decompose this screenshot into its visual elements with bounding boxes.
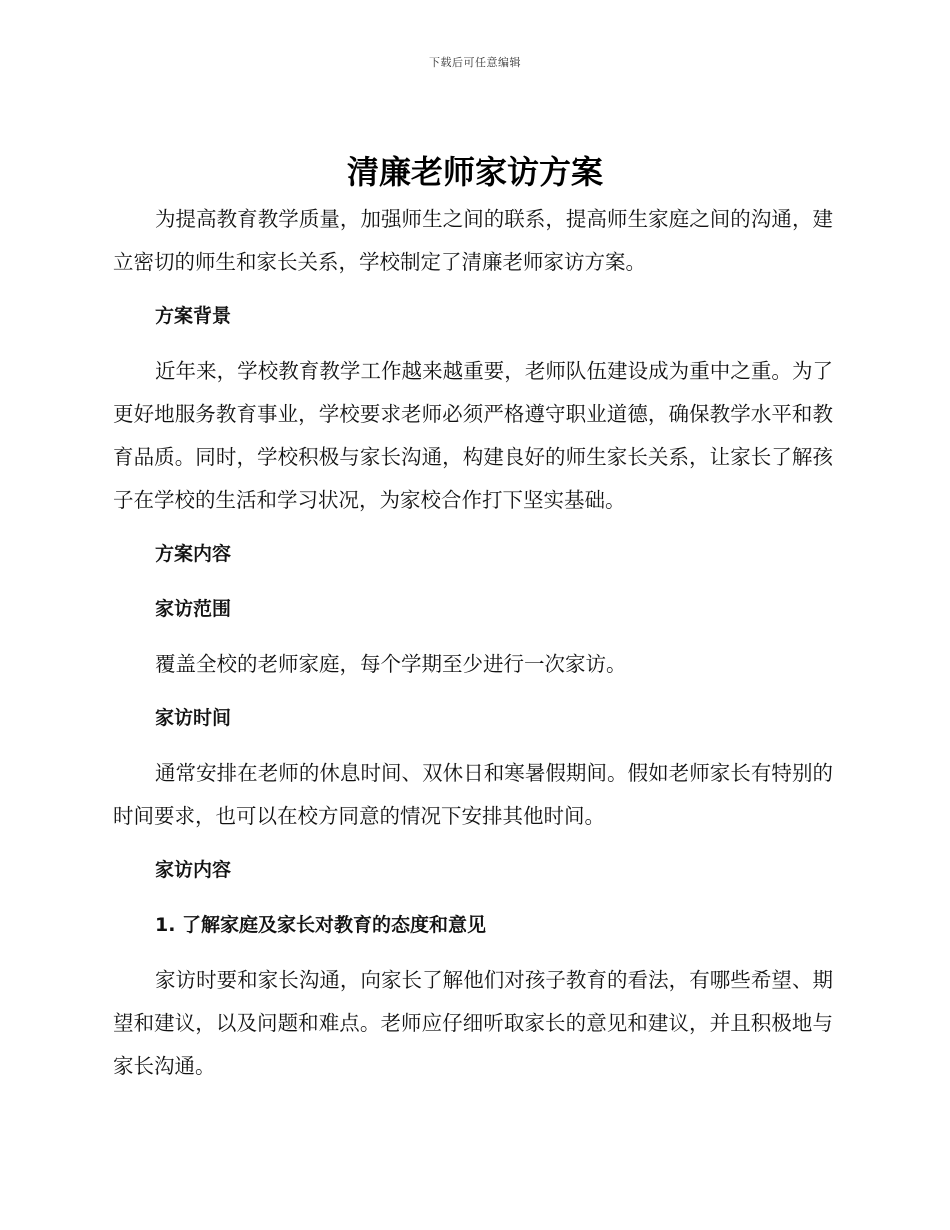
section-heading-visit-content: 家访内容 bbox=[155, 859, 232, 881]
background-paragraph: 近年来，学校教育教学工作越来越重要，老师队伍建设成为重中之重。为了更好地服务教育事业，学校要求老师必须严格遵守职业道德，确保教学水平和教育品质。同时，学校积极与家长沟通，构建良好的师生家长关系，让家长了解孩子在学校的生活和学习状况，为家校合作打下坚实基础。 bbox=[113, 359, 833, 512]
subsection-heading-1: 1. 了解家庭及家长对教育的态度和意见 bbox=[155, 914, 487, 936]
document-body bbox=[113, 198, 833, 1099]
intro-paragraph: 为提高教育教学质量，加强师生之间的联系，提高师生家庭之间的沟通，建立密切的师生和家长关系，学校制定了清廉老师家访方案。 bbox=[113, 207, 833, 274]
section-heading-background: 方案背景 bbox=[155, 305, 232, 327]
document-title: 清廉老师家访方案 bbox=[346, 153, 603, 191]
page-header-note: 下载后可任意编辑 bbox=[429, 56, 521, 69]
section-heading-time: 家访时间 bbox=[155, 707, 232, 729]
section-heading-content: 方案内容 bbox=[155, 543, 232, 565]
scope-paragraph: 覆盖全校的老师家庭，每个学期至少进行一次家访。 bbox=[155, 652, 627, 676]
time-paragraph: 通常安排在老师的休息时间、双休日和寒暑假期间。假如老师家长有特别的时间要求，也可以在校方同意的情况下安排其他时间。 bbox=[113, 761, 833, 828]
subsection-1-paragraph: 家访时要和家长沟通，向家长了解他们对孩子教育的看法，有哪些希望、期望和建议，以及问题和难点。老师应仔细听取家长的意见和建议，并且积极地与家长沟通。 bbox=[113, 968, 833, 1078]
section-heading-scope: 家访范围 bbox=[155, 598, 232, 620]
